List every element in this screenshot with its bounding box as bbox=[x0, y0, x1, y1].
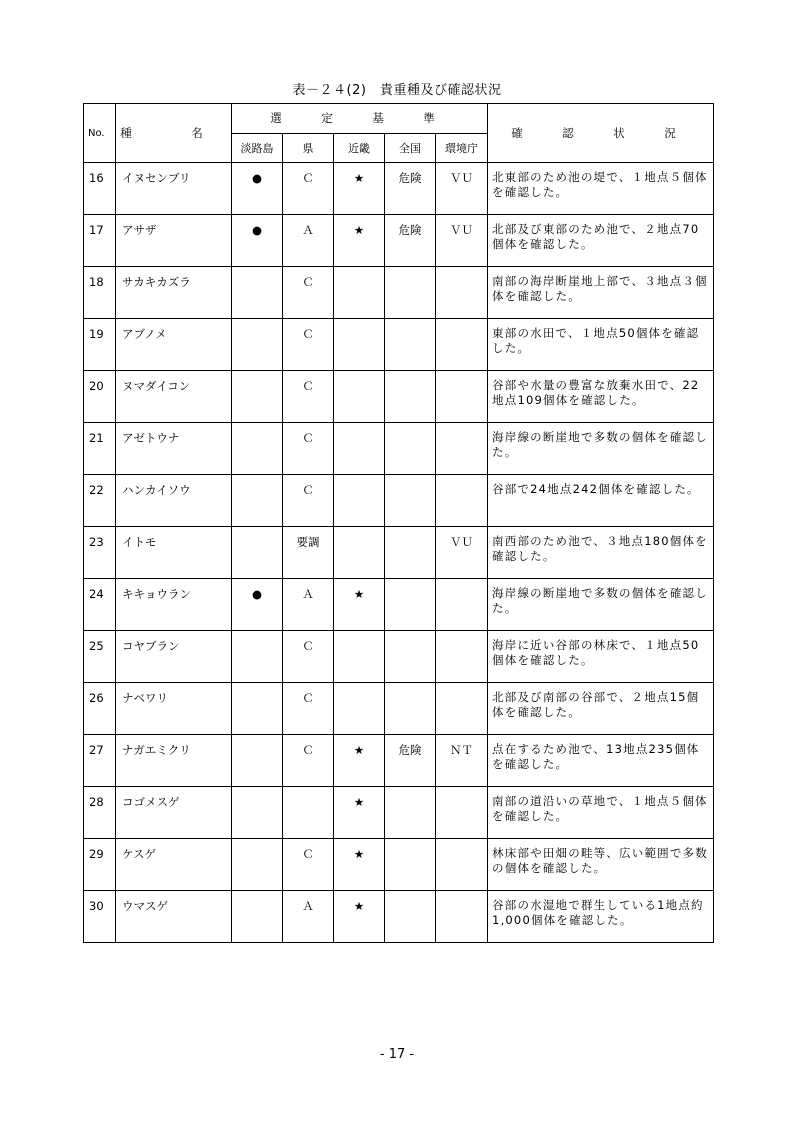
confirmation-status-text: 海岸線の断崖地で多数の個体を確認した。 bbox=[488, 423, 714, 475]
confirmation-status-text: 東部の水田で、１地点50個体を確認した。 bbox=[488, 319, 714, 371]
header-national: 全国 bbox=[385, 134, 436, 163]
header-species-name: 種 名 bbox=[116, 104, 232, 163]
awaji-mark bbox=[232, 319, 283, 371]
env-agency-rank: ＶＵ bbox=[436, 163, 488, 215]
species-name: アゼトウナ bbox=[116, 423, 232, 475]
row-number: 29 bbox=[84, 839, 116, 891]
national-rank bbox=[385, 267, 436, 319]
confirmation-status-text: 谷部の水湿地で群生している1地点約1,000個体を確認した。 bbox=[488, 891, 714, 943]
table-row bbox=[84, 371, 714, 423]
species-name: キキョウラン bbox=[116, 579, 232, 631]
row-number: 23 bbox=[84, 527, 116, 579]
awaji-mark: ● bbox=[232, 579, 283, 631]
confirmation-status-text: 海岸に近い谷部の林床で、１地点50個体を確認した。 bbox=[488, 631, 714, 683]
header-kinki: 近畿 bbox=[334, 134, 385, 163]
species-name: ハンカイソウ bbox=[116, 475, 232, 527]
species-name: アサザ bbox=[116, 215, 232, 267]
table-row bbox=[84, 267, 714, 319]
env-agency-rank bbox=[436, 839, 488, 891]
table-row bbox=[84, 683, 714, 735]
row-number: 25 bbox=[84, 631, 116, 683]
header-no: No. bbox=[84, 104, 116, 163]
species-name: アブノメ bbox=[116, 319, 232, 371]
env-agency-rank bbox=[436, 891, 488, 943]
confirmation-status-text: 林床部や田畑の畦等、広い範囲で多数の個体を確認した。 bbox=[488, 839, 714, 891]
prefecture-rank: Ｃ bbox=[283, 475, 334, 527]
national-rank bbox=[385, 579, 436, 631]
table-row bbox=[84, 891, 714, 943]
national-rank bbox=[385, 475, 436, 527]
awaji-mark bbox=[232, 527, 283, 579]
species-name: ヌマダイコン bbox=[116, 371, 232, 423]
kinki-mark: ★ bbox=[334, 787, 385, 839]
kinki-mark bbox=[334, 631, 385, 683]
row-number: 26 bbox=[84, 683, 116, 735]
table-body bbox=[84, 163, 714, 943]
species-name: ウマスゲ bbox=[116, 891, 232, 943]
confirmation-status-text: 点在するため池で、13地点235個体を確認した。 bbox=[488, 735, 714, 787]
kinki-mark: ★ bbox=[334, 891, 385, 943]
env-agency-rank: ＶＵ bbox=[436, 215, 488, 267]
row-number: 17 bbox=[84, 215, 116, 267]
row-number: 28 bbox=[84, 787, 116, 839]
kinki-mark: ★ bbox=[334, 163, 385, 215]
header-env-agency: 環境庁 bbox=[436, 134, 488, 163]
env-agency-rank bbox=[436, 631, 488, 683]
awaji-mark bbox=[232, 631, 283, 683]
prefecture-rank: Ｃ bbox=[283, 683, 334, 735]
env-agency-rank: ＮＴ bbox=[436, 735, 488, 787]
national-rank bbox=[385, 839, 436, 891]
table-row bbox=[84, 527, 714, 579]
national-rank bbox=[385, 371, 436, 423]
prefecture-rank: Ｃ bbox=[283, 319, 334, 371]
env-agency-rank bbox=[436, 423, 488, 475]
species-name: イヌセンブリ bbox=[116, 163, 232, 215]
awaji-mark bbox=[232, 423, 283, 475]
row-number: 21 bbox=[84, 423, 116, 475]
header-prefecture: 県 bbox=[283, 134, 334, 163]
confirmation-status-text: 南部の道沿いの草地で、１地点５個体を確認した。 bbox=[488, 787, 714, 839]
awaji-mark: ● bbox=[232, 163, 283, 215]
awaji-mark bbox=[232, 891, 283, 943]
kinki-mark: ★ bbox=[334, 839, 385, 891]
awaji-mark: ● bbox=[232, 215, 283, 267]
prefecture-rank: Ｃ bbox=[283, 163, 334, 215]
prefecture-rank: Ｃ bbox=[283, 735, 334, 787]
row-number: 16 bbox=[84, 163, 116, 215]
kinki-mark: ★ bbox=[334, 215, 385, 267]
rare-species-table bbox=[83, 103, 714, 943]
env-agency-rank bbox=[436, 319, 488, 371]
row-number: 30 bbox=[84, 891, 116, 943]
row-number: 18 bbox=[84, 267, 116, 319]
table-title: 表－２４(2) 貴重種及び確認状況 bbox=[292, 83, 502, 98]
kinki-mark bbox=[334, 267, 385, 319]
env-agency-rank bbox=[436, 579, 488, 631]
table-row bbox=[84, 735, 714, 787]
awaji-mark bbox=[232, 475, 283, 527]
env-agency-rank bbox=[436, 787, 488, 839]
kinki-mark bbox=[334, 527, 385, 579]
table-row bbox=[84, 423, 714, 475]
species-name: コヤブラン bbox=[116, 631, 232, 683]
table-row bbox=[84, 839, 714, 891]
national-rank: 危険 bbox=[385, 163, 436, 215]
prefecture-rank bbox=[283, 787, 334, 839]
national-rank bbox=[385, 423, 436, 475]
env-agency-rank: ＶＵ bbox=[436, 527, 488, 579]
header-confirmation-status: 確 認 状 況 bbox=[488, 104, 714, 163]
prefecture-rank: Ｃ bbox=[283, 839, 334, 891]
species-name: ケスゲ bbox=[116, 839, 232, 891]
awaji-mark bbox=[232, 683, 283, 735]
species-name: ナベワリ bbox=[116, 683, 232, 735]
row-number: 24 bbox=[84, 579, 116, 631]
env-agency-rank bbox=[436, 475, 488, 527]
national-rank bbox=[385, 527, 436, 579]
row-number: 20 bbox=[84, 371, 116, 423]
table-row bbox=[84, 163, 714, 215]
awaji-mark bbox=[232, 267, 283, 319]
confirmation-status-text: 北部及び東部のため池で、２地点70個体を確認した。 bbox=[488, 215, 714, 267]
kinki-mark bbox=[334, 319, 385, 371]
table-row bbox=[84, 787, 714, 839]
national-rank bbox=[385, 787, 436, 839]
kinki-mark: ★ bbox=[334, 735, 385, 787]
confirmation-status-text: 谷部や水量の豊富な放棄水田で、22地点109個体を確認した。 bbox=[488, 371, 714, 423]
kinki-mark bbox=[334, 683, 385, 735]
awaji-mark bbox=[232, 839, 283, 891]
row-number: 19 bbox=[84, 319, 116, 371]
env-agency-rank bbox=[436, 267, 488, 319]
row-number: 22 bbox=[84, 475, 116, 527]
species-name: イトモ bbox=[116, 527, 232, 579]
prefecture-rank: Ａ bbox=[283, 579, 334, 631]
header-row-top bbox=[84, 104, 714, 134]
national-rank bbox=[385, 631, 436, 683]
table-row bbox=[84, 579, 714, 631]
confirmation-status-text: 南西部のため池で、３地点180個体を確認した。 bbox=[488, 527, 714, 579]
confirmation-status-text: 北部及び南部の谷部で、２地点15個体を確認した。 bbox=[488, 683, 714, 735]
species-name: サカキカズラ bbox=[116, 267, 232, 319]
awaji-mark bbox=[232, 735, 283, 787]
prefecture-rank: Ｃ bbox=[283, 371, 334, 423]
prefecture-rank: Ｃ bbox=[283, 423, 334, 475]
awaji-mark bbox=[232, 787, 283, 839]
prefecture-rank: Ｃ bbox=[283, 631, 334, 683]
national-rank bbox=[385, 319, 436, 371]
confirmation-status-text: 谷部で24地点242個体を確認した。 bbox=[488, 475, 714, 527]
prefecture-rank: Ｃ bbox=[283, 267, 334, 319]
prefecture-rank: Ａ bbox=[283, 891, 334, 943]
species-name: ナガエミクリ bbox=[116, 735, 232, 787]
kinki-mark bbox=[334, 475, 385, 527]
page-number: - 17 - bbox=[379, 1047, 415, 1062]
env-agency-rank bbox=[436, 683, 488, 735]
awaji-mark bbox=[232, 371, 283, 423]
kinki-mark bbox=[334, 371, 385, 423]
prefecture-rank: Ａ bbox=[283, 215, 334, 267]
header-selection-criteria: 選 定 基 準 bbox=[232, 104, 488, 134]
table-row bbox=[84, 475, 714, 527]
env-agency-rank bbox=[436, 371, 488, 423]
confirmation-status-text: 北東部のため池の堤で、１地点５個体を確認した。 bbox=[488, 163, 714, 215]
species-name: コゴメスゲ bbox=[116, 787, 232, 839]
prefecture-rank: 要調 bbox=[283, 527, 334, 579]
table-row bbox=[84, 215, 714, 267]
table-row bbox=[84, 319, 714, 371]
confirmation-status-text: 海岸線の断崖地で多数の個体を確認した。 bbox=[488, 579, 714, 631]
kinki-mark: ★ bbox=[334, 579, 385, 631]
header-awaji: 淡路島 bbox=[232, 134, 283, 163]
confirmation-status-text: 南部の海岸断崖地上部で、３地点３個体を確認した。 bbox=[488, 267, 714, 319]
row-number: 27 bbox=[84, 735, 116, 787]
national-rank bbox=[385, 683, 436, 735]
national-rank: 危険 bbox=[385, 215, 436, 267]
national-rank bbox=[385, 891, 436, 943]
table-row bbox=[84, 631, 714, 683]
kinki-mark bbox=[334, 423, 385, 475]
national-rank: 危険 bbox=[385, 735, 436, 787]
